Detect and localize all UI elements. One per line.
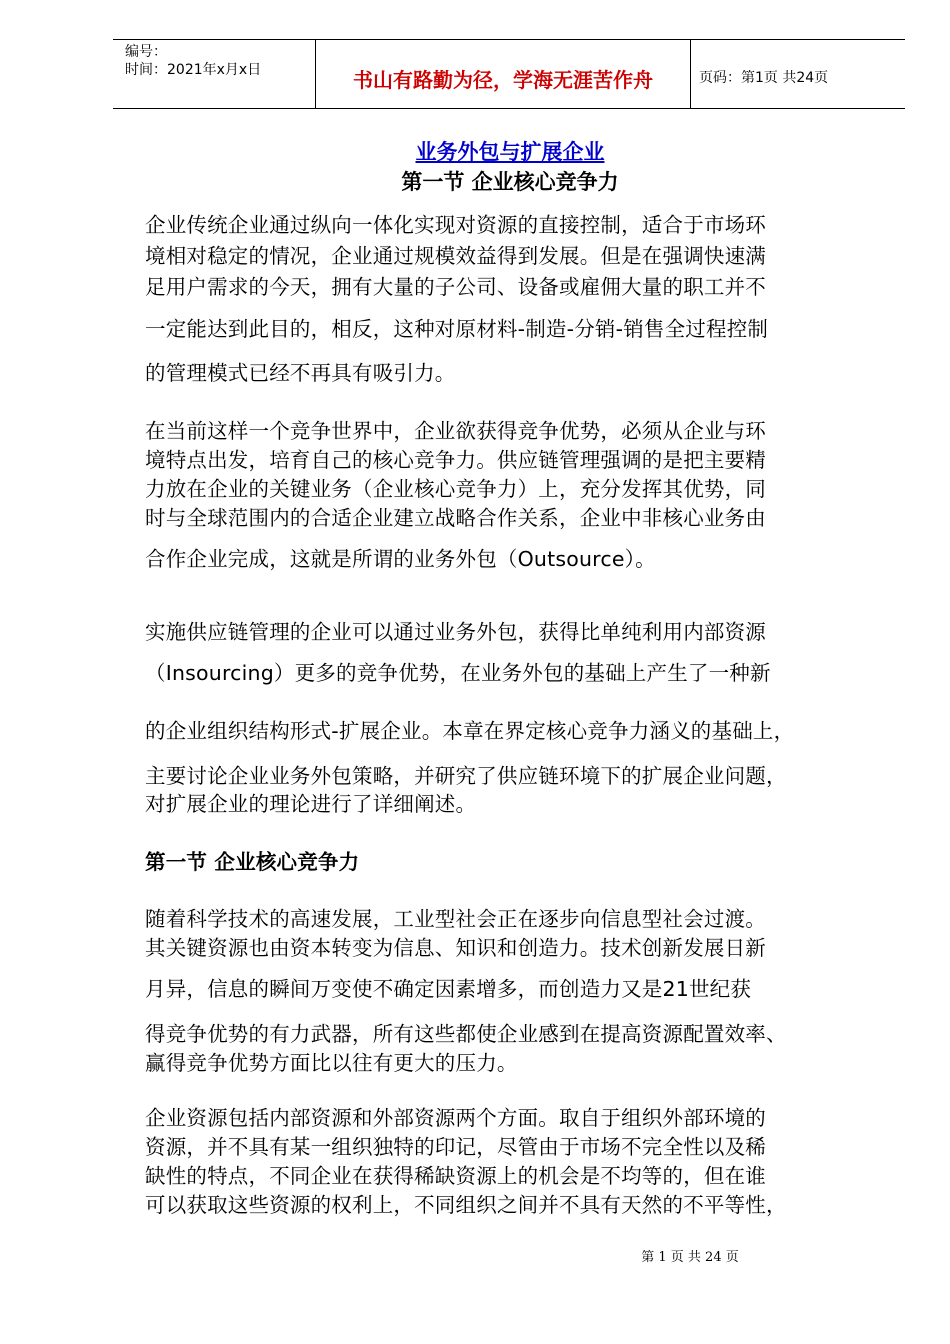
header-motto: 书山有路勤为径，学海无涯苦作舟 [353, 68, 653, 92]
body-line: 足用户需求的今天，拥有大量的子公司、设备或雇佣大量的职工并不 [145, 275, 766, 299]
body-line: 实施供应链管理的企业可以通过业务外包，获得比单纯利用内部资源 [145, 620, 766, 644]
body-line: 月异，信息的瞬间万变使不确定因素增多，而创造力又是21世纪获 [145, 977, 752, 1001]
body-line: 时与全球范围内的合适企业建立战略合作关系，企业中非核心业务由 [145, 506, 766, 530]
page-footer: 第 1 页 共 24 页 [641, 1250, 739, 1265]
body-line: 对扩展企业的理论进行了详细阐述。 [145, 792, 477, 816]
body-line: 的企业组织结构形式-扩展企业。本章在界定核心竞争力涵义的基础上， [145, 719, 795, 743]
header-info-cell [113, 40, 315, 108]
body-line: 力放在企业的关键业务（企业核心竞争力）上，充分发挥其优势，同 [145, 477, 766, 501]
header-motto-cell [315, 40, 691, 108]
body-line: 境特点出发，培育自己的核心竞争力。供应链管理强调的是把主要精 [145, 448, 766, 472]
body-line: 境相对稳定的情况，企业通过规模效益得到发展。但是在强调快速满 [145, 244, 766, 268]
body-line: 企业资源包括内部资源和外部资源两个方面。取自于组织外部环境的 [145, 1106, 766, 1130]
body-line: （Insourcing）更多的竞争优势，在业务外包的基础上产生了一种新 [145, 661, 771, 685]
doc-time-label: 时间：2021年x月x日 [125, 62, 262, 78]
body-line: 随着科学技术的高速发展，工业型社会正在逐步向信息型社会过渡。 [145, 907, 766, 931]
body-line: 赢得竞争优势方面比以往有更大的压力。 [145, 1051, 518, 1075]
body-line: 可以获取这些资源的权利上，不同组织之间并不具有天然的不平等性， [145, 1193, 787, 1217]
body-line: 在当前这样一个竞争世界中，企业欲获得竞争优势，必须从企业与环 [145, 419, 766, 443]
body-line: 企业传统企业通过纵向一体化实现对资源的直接控制，适合于市场环 [145, 213, 766, 237]
header-page-code: 页码：第1页 共24页 [699, 70, 829, 86]
body-line: 其关键资源也由资本转变为信息、知识和创造力。技术创新发展日新 [145, 936, 766, 960]
body-line: 一定能达到此目的，相反，这种对原材料-制造-分销-销售全过程控制 [145, 317, 769, 341]
body-line: 缺性的特点，不同企业在获得稀缺资源上的机会是不均等的，但在谁 [145, 1164, 766, 1188]
doc-code-label: 编号： [125, 44, 167, 60]
body-line: 资源，并不具有某一组织独特的印记，尽管由于市场不完全性以及稀 [145, 1135, 766, 1159]
body-line: 主要讨论企业业务外包策略，并研究了供应链环境下的扩展企业问题， [145, 764, 787, 788]
section-heading: 第一节 企业核心竞争力 [145, 850, 360, 874]
body-line: 的管理模式已经不再具有吸引力。 [145, 361, 456, 385]
body-line: 合作企业完成，这就是所谓的业务外包（Outsource）。 [145, 547, 656, 571]
document-title: 业务外包与扩展企业 [415, 140, 605, 164]
body-line: 得竞争优势的有力武器，所有这些都使企业感到在提高资源配置效率、 [145, 1022, 787, 1046]
page-header [113, 39, 905, 109]
header-page-cell [690, 40, 905, 108]
document-subtitle: 第一节 企业核心竞争力 [401, 170, 619, 194]
